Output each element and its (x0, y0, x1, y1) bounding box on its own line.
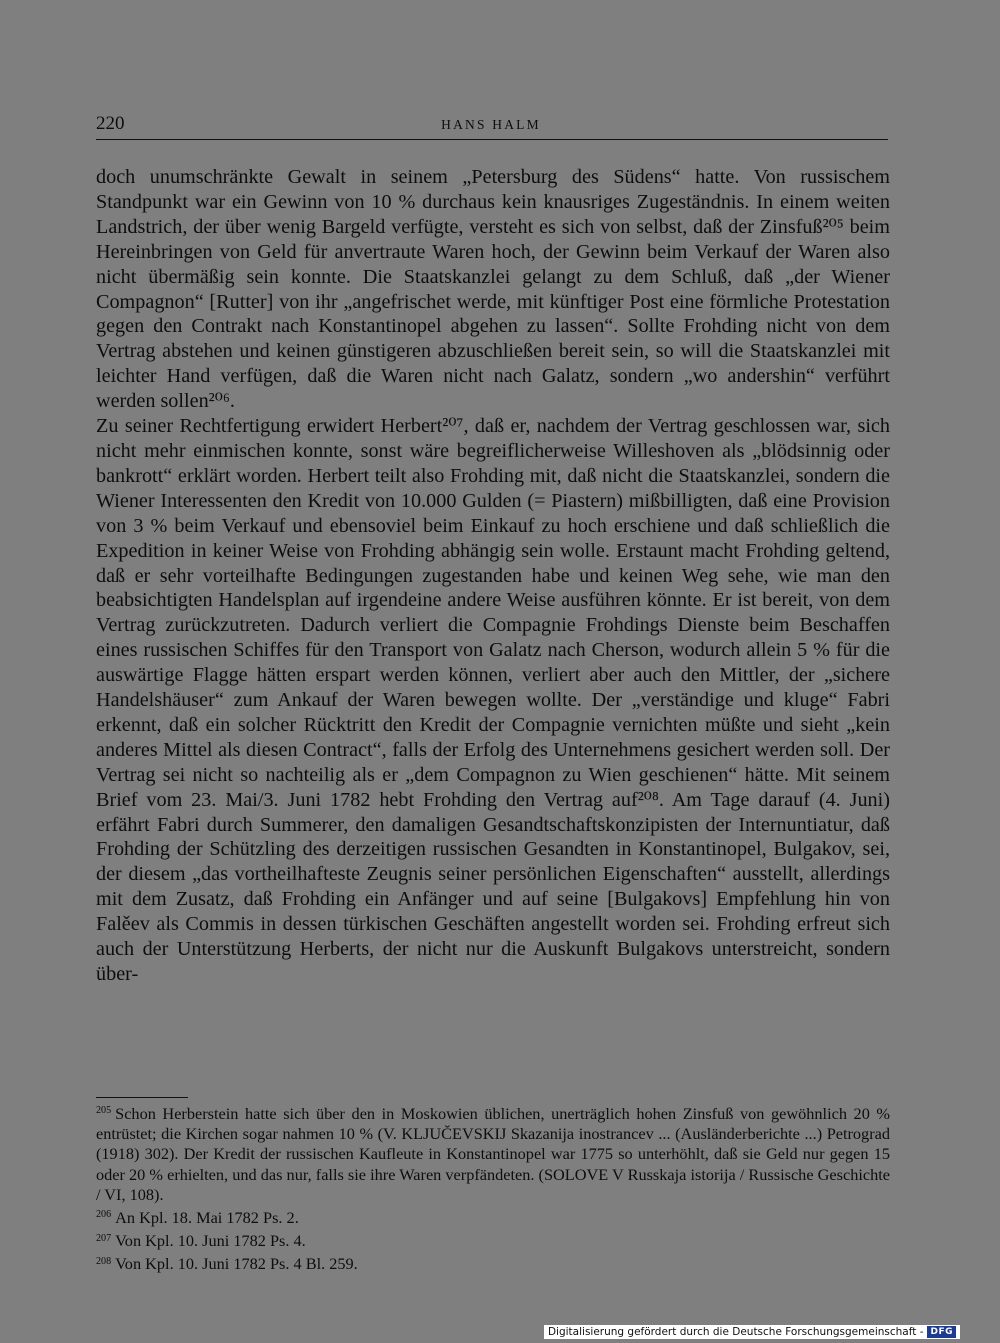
page-header (96, 113, 886, 141)
paragraph: Zu seiner Rechtfertigung erwidert Herbert²⁰⁷, daß er, nachdem der Vertrag geschlossen war, sich nicht mehr einmischen konnte, sonst wäre begreiflicherweise Willeshoven als „blödsinnig oder bankrott“ erklärt worden. Herbert teilt also Frohding mit, daß nicht die Staatskanzlei, sondern die Wiener Interessenten den Kredit von 10.000 Gulden (= Piastern) mißbilligten, daß eine Provision von 3 % beim Verkauf und ebensoviel beim Einkauf zu hoch erschiene und daß schließlich die Expedition in keiner Weise von Frohding abhängig sein wolle. Erstaunt macht Frohding geltend, daß er sehr vorteilhafte Bedingungen zugestanden habe und keinen Weg sehe, wie man den beabsichtigten Handelsplan auf irgendeine andere Weise ausführen könnte. Er ist bereit, von dem Vertrag zurückzutreten. Dadurch verliert die Compagnie Frohdings Dienste beim Beschaffen eines russischen Schiffes für den Transport von Galatz nach Cherson, wodurch allein 5 % für die auswärtige Flagge hätten erspart werden können, verliert aber auch den Mittler, der „sichere Handelshäuser“ zum Ankauf der Waren bewegen wollte. Der „verständige und kluge“ Fabri erkennt, daß ein solcher Rücktritt den Kredit der Compagnie vernichten müßte und sieht „kein anderes Mittel als diesen Contract“, falls der Erfolg des Unternehmens gesichert werden soll. Der Vertrag sei nicht so nachteilig als er „dem Compagnon zu Wien geschienen“ hätte. Mit seinem Brief vom 23. Mai/3. Juni 1782 hebt Frohding den Vertrag auf²⁰⁸. Am Tage darauf (4. Juni) erfährt Fabri durch Summerer, den damaligen Gesandtschaftskonzipisten der Internuntiatur, daß Frohding der Schützling des derzeitigen russischen Gesandten in Konstantinopel, Bulgakov, sei, der diesem „das vortheilhafteste Zeugnis seiner persönlichen Eigenschaften“ ausstellt, allerdings mit dem Zusatz, daß Frohding ein Anfänger und auf seine [Bulgakovs] Empfehlung hin von Falěev als Commis in dessen türkischen Geschäften angestellt worden sei. Frohding erfreut sich auch der Unterstützung Herberts, der nicht nur die Auskunft Bulgakovs unterstreicht, sondern über- (96, 415, 890, 985)
footnote-text: Von Kpl. 10. Juni 1782 Ps. 4 Bl. 259. (115, 1254, 358, 1274)
footnotes (96, 1104, 890, 1275)
footnote-number: 207 (96, 1232, 112, 1244)
dfg-logo-icon: DFG (927, 1326, 956, 1338)
credit-text: Digitalisierung gefördert durch die Deutsche Forschungsgemeinschaft - (547, 1326, 924, 1338)
footnote-number: 208 (96, 1255, 112, 1267)
footnote (96, 1231, 890, 1251)
header-rule (96, 139, 888, 140)
footnote-text: Von Kpl. 10. Juni 1782 Ps. 4. (115, 1231, 306, 1251)
digitization-credit (544, 1325, 960, 1339)
paragraph: doch unumschränkte Gewalt in seinem „Petersburg des Südens“ hatte. Von russischem Standpunkt war ein Gewinn von 10 % durchaus kein knausriges Zugeständnis. In einem weiten Landstrich, der über wenig Bargeld verfügte, versteht es sich von selbst, daß der Zinsfuß²⁰⁵ beim Hereinbringen von Geld für anvertraute Waren hoch, der Gewinn beim Verkauf der Waren also nicht übermäßig sein konnte. Die Staatskanzlei gelangt zu dem Schluß, daß „der Wiener Compagnon“ [Rutter] von ihr „angefrischet werde, mit künftiger Post eine förmliche Protestation gegen den Contrakt nach Konstantinopel abgehen zu lassen“. Sollte Frohding nicht von dem Vertrag abstehen und keinen günstigeren abzuschließen bereit sein, so will die Staatskanzlei mit leichter Hand verfügen, daß die Waren nicht nach Galatz, sondern „wo andershin“ verführt werden sollen²⁰⁶. (96, 166, 890, 413)
footnote-text: An Kpl. 18. Mai 1782 Ps. 2. (115, 1208, 299, 1228)
footnote-rule (96, 1097, 188, 1098)
footnote (96, 1104, 890, 1205)
footnote (96, 1208, 890, 1228)
footnote (96, 1254, 890, 1274)
footnote-number: 205 (96, 1105, 112, 1117)
running-head: HANS HALM (441, 117, 541, 132)
body-text (96, 165, 890, 987)
footnote-number: 206 (96, 1209, 112, 1221)
footnote-text: Schon Herberstein hatte sich über den in Moskowien üblichen, unerträglich hohen Zinsfuß von gewöhnlich 20 % entrüstet; die Kirchen sogar nahmen 10 % (V. KLJUČEVSKIJ Skazanija inostrancev ... (Ausländerberichte ...) Petrograd (1918) 302). Der Kredit der russischen Kaufleute in Konstantinopel war 1775 so unterhöhlt, daß sie Geld nur gegen 15 oder 20 % erhielten, und das nur, falls sie ihre Waren verpfändeten. (SOLOVE V Russkaja istorija / Russische Geschichte / VI, 108). (96, 1104, 890, 1204)
page-number: 220 (96, 113, 125, 134)
